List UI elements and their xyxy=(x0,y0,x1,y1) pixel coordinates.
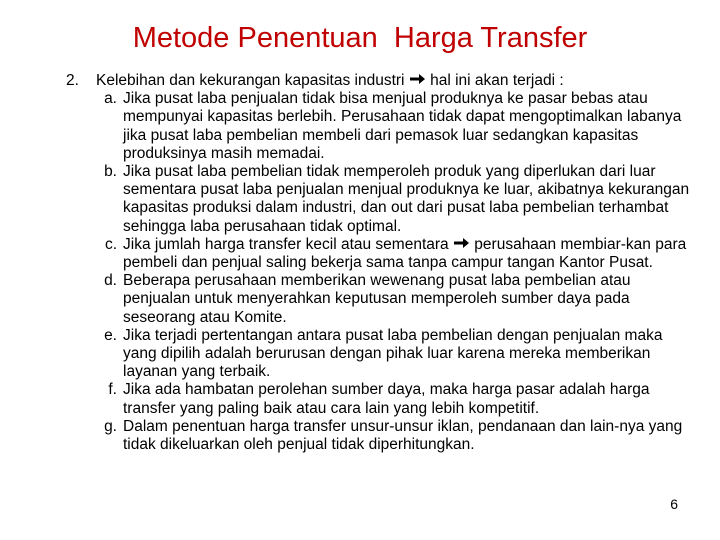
right-arrow-icon xyxy=(409,72,426,90)
main-list-item xyxy=(66,72,696,454)
sub-item-letter: c. xyxy=(104,235,117,253)
sub-item-letter: f. xyxy=(108,381,117,399)
item-lead xyxy=(96,72,696,90)
sub-item-text xyxy=(123,236,696,272)
sub-item-text: Dalam penentuan harga transfer unsur-unsur iklan, pendanaan dan lain-nya yang tidak dikeluarkan oleh penjual tidak diperhitungkan. xyxy=(123,417,683,454)
sub-item-text: Jika pusat laba penjualan tidak bisa menjual produknya ke pasar bebas atau mempunyai kapasitas berlebih. Perusahaan tidak dapat mengoptimalkan labanya jika pusat laba pembelian membeli dari pemasok luar sedangkan kapasitas produksinya masih memadai. xyxy=(123,90,682,162)
sub-item-text-after: perusahaan membiar-kan para pembeli dan penjual saling bekerja sama tanpa campur tangan Kantor Pusat. xyxy=(123,235,687,272)
sub-item-text: Jika ada hambatan perolehan sumber daya, maka harga pasar adalah harga transfer yang paling baik atau cara lain yang lebih kompetitif. xyxy=(123,381,650,417)
sub-item-c xyxy=(96,236,696,272)
slide-title: Metode Penentuan Harga Transfer xyxy=(132,22,588,54)
sub-item-b xyxy=(96,163,696,236)
sub-item-text: Beberapa perusahaan memberikan wewenang pusat laba pembelian atau penjualan untuk menyerahkan keputusan memperoleh sumber daya pada seseorang atau Komite. xyxy=(123,272,631,326)
item-body xyxy=(96,72,696,454)
sub-item-letter: b. xyxy=(104,163,117,181)
item-lead-text: Kelebihan dan kekurangan kapasitas industri xyxy=(96,72,405,89)
sub-item-d xyxy=(96,272,696,327)
sub-item-text: Jika terjadi pertentangan antara pusat laba pembelian dengan penjualan maka yang dipilih adalah berurusan dengan pihak luar karena mereka memberikan layanan yang terbaik. xyxy=(123,326,663,381)
sub-item-letter: e. xyxy=(104,326,117,344)
sub-item-a xyxy=(96,90,696,163)
item-number: 2. xyxy=(66,72,79,89)
item-lead-after: hal ini akan terjadi : xyxy=(430,72,564,89)
sub-item-text-before: Jika jumlah harga transfer kecil atau sementara xyxy=(123,235,449,253)
slide-content xyxy=(66,72,696,454)
sub-item-g xyxy=(96,418,696,454)
right-arrow-icon xyxy=(453,236,470,254)
sub-item-e xyxy=(96,327,696,382)
sub-item-text: Jika pusat laba pembelian tidak memperoleh produk yang diperlukan dari luar sementara pusat laba penjualan menjual produknya ke luar, akibatnya kekurangan kapasitas produksi dalam industri, dan out dari pusat laba pembelian terhambat sehingga laba perusahaan tidak optimal. xyxy=(123,163,690,235)
sub-item-f xyxy=(96,381,696,417)
sub-item-letter: g. xyxy=(104,417,117,435)
sub-list xyxy=(96,90,696,454)
sub-item-letter: d. xyxy=(104,272,117,290)
page-number: 6 xyxy=(670,496,678,512)
sub-item-letter: a. xyxy=(104,90,117,108)
